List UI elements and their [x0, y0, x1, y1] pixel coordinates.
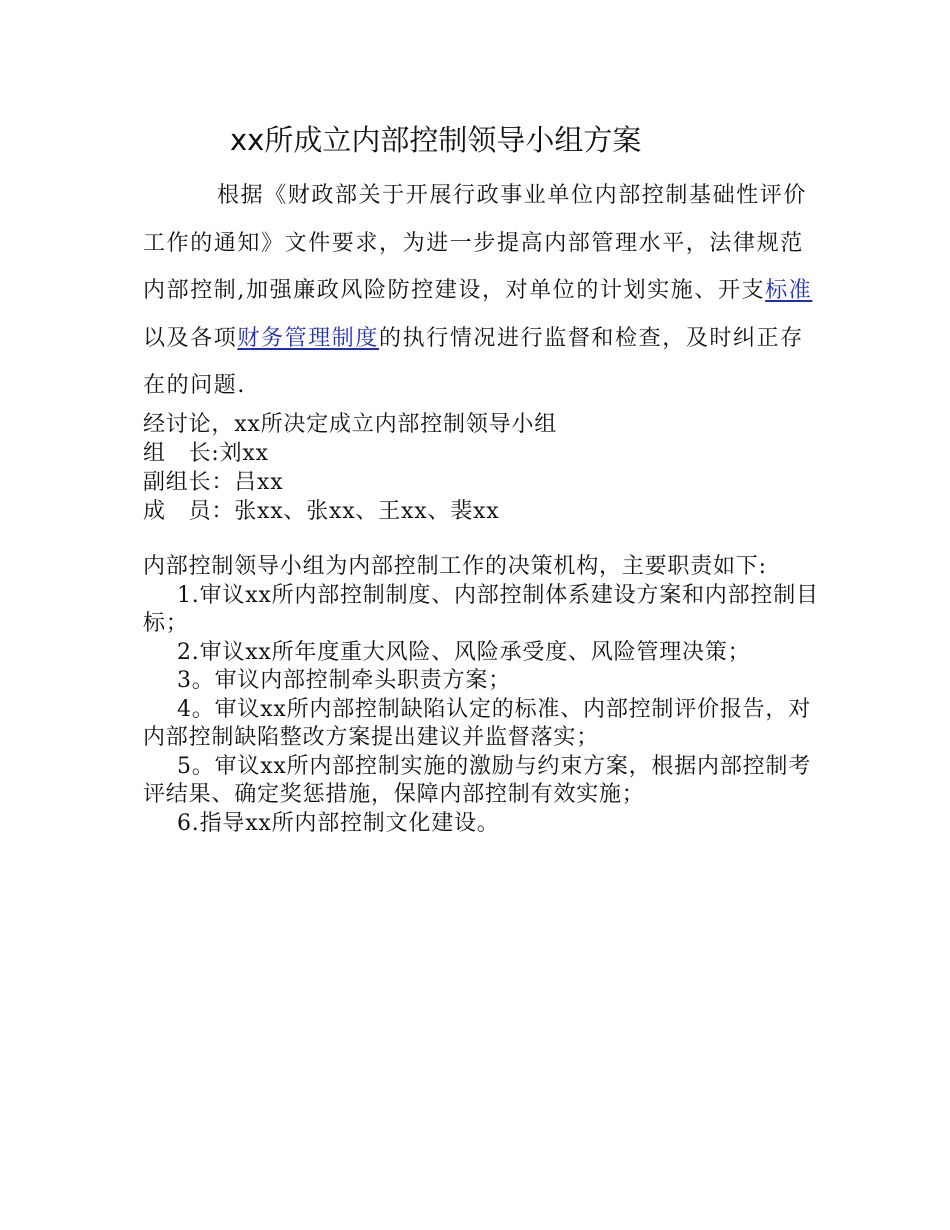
member-leader: 组 长:刘xx [143, 441, 269, 466]
duties-intro: 内部控制领导小组为内部控制工作的决策机构，主要职责如下: [143, 554, 767, 579]
intro-paragraph [143, 172, 823, 410]
duty-item-6: 6.指导xx所内部控制文化建设。 [177, 810, 500, 836]
member-deputy-leader: 副组长：吕xx [143, 470, 284, 495]
duty-item-2: 2.审议xx所年度重大风险、风险承受度、风险管理决策； [177, 639, 751, 665]
duty-item-4: 4。审议xx所内部控制缺陷认定的标准、内部控制评价报告，对内部控制缺陷整改方案提出建议并监督落实； [143, 696, 812, 750]
financial-management-link[interactable]: 财务管理制度 [237, 325, 380, 351]
duty-item-1: 1.审议xx所内部控制制度、内部控制体系建设方案和内部控制目标； [143, 582, 819, 636]
intro-text-part3: 的执行情况进行监督和检查，及时纠正存在的问题. [143, 325, 804, 398]
duty-item-3: 3。审议内部控制牵头职责方案； [177, 668, 511, 693]
leadership-block [143, 410, 833, 526]
member-list: 成 员：张xx、张xx、王xx、裴xx [143, 499, 500, 524]
document-title: xx所成立内部控制领导小组方案 [230, 123, 642, 157]
duties-block [143, 553, 833, 838]
intro-text-part2: 以及各项 [143, 325, 238, 351]
decision-text: 经讨论，xx所决定成立内部控制领导小组 [143, 412, 558, 437]
intro-text-part1: 根据《财政部关于开展行政事业单位内部控制基础性评价工作的通知》文件要求，为进一步提高内部管理水平，法律规范内部控制,加强廉政风险防控建设，对单位的计划实施、开支 [143, 183, 808, 303]
duty-item-5: 5。审议xx所内部控制实施的激励与约束方案，根据内部控制考评结果、确定奖惩措施，保障内部控制有效实施； [143, 753, 812, 807]
standard-link[interactable]: 标准 [765, 278, 813, 303]
